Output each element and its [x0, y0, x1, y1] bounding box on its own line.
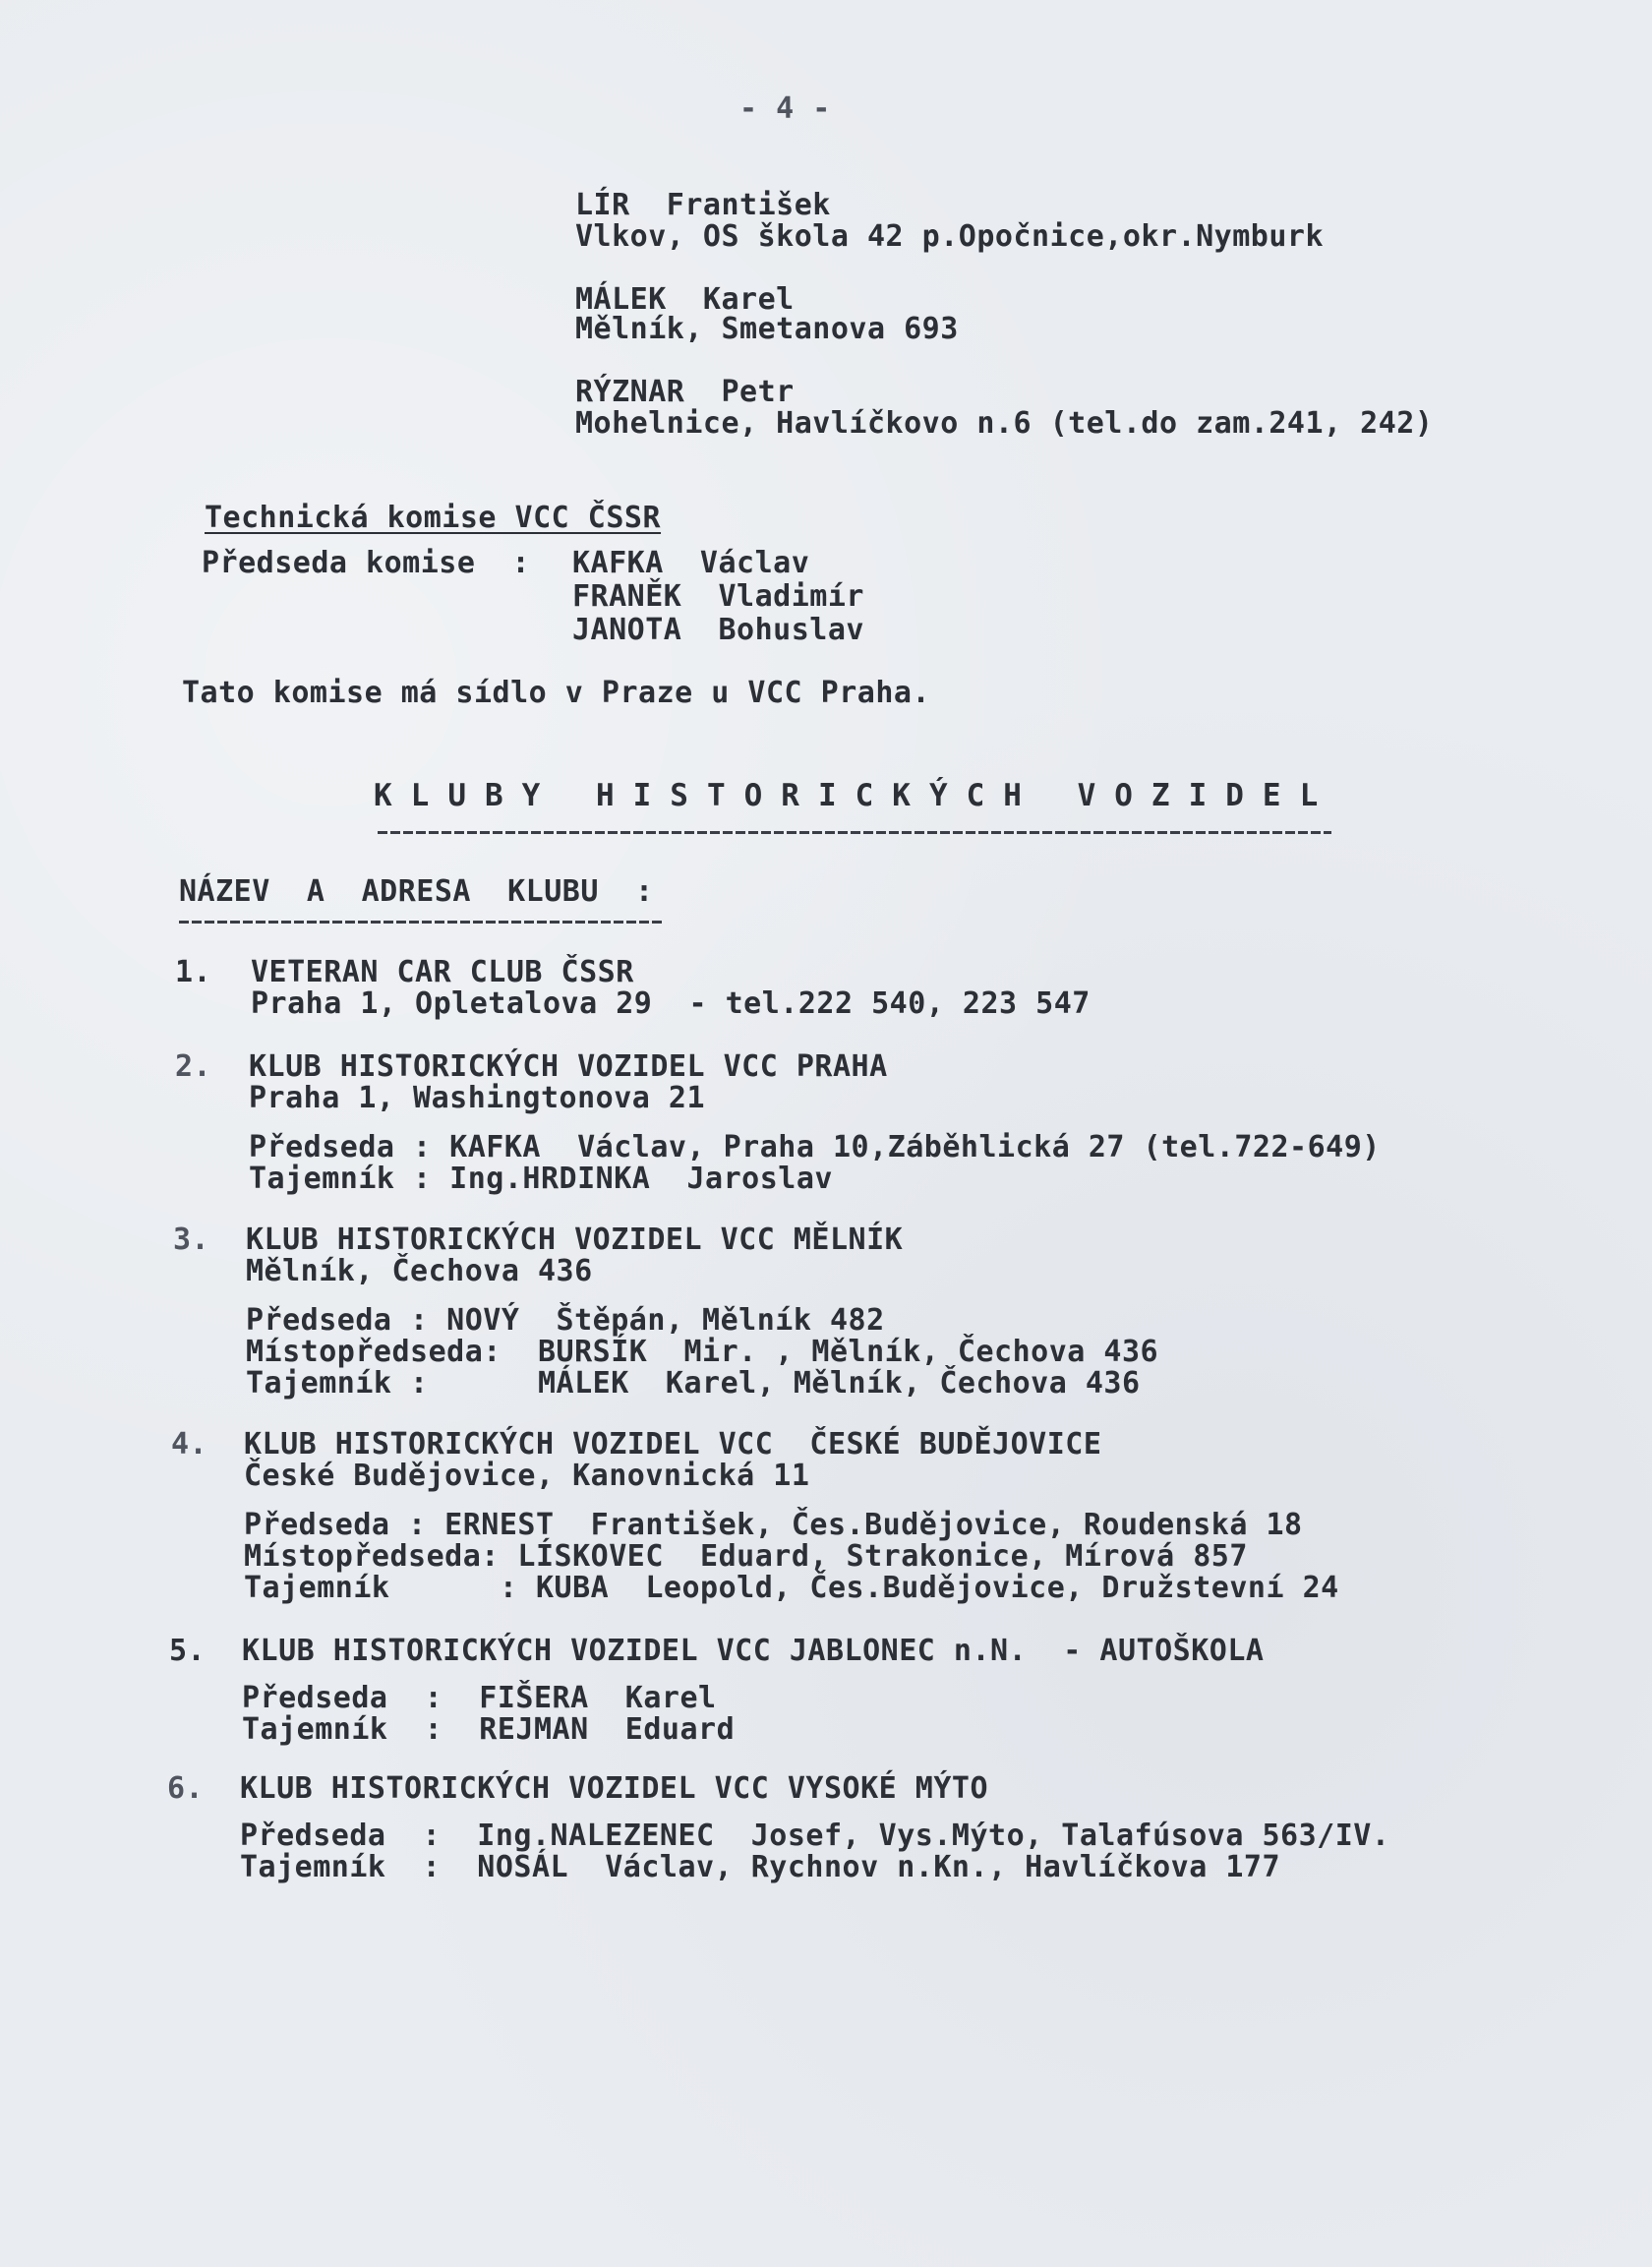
club-officer: Tajemník : Ing.HRDINKA Jaroslav — [249, 1162, 833, 1196]
person-name: LÍR František — [575, 188, 831, 222]
club-address: České Budějovice, Kanovnická 11 — [244, 1459, 810, 1493]
club-name: KLUB HISTORICKÝCH VOZIDEL VCC MĚLNÍK — [246, 1223, 904, 1257]
club-officer: Tajemník : NOSÁL Václav, Rychnov n.Kn., Havlíčkova 177 — [240, 1850, 1281, 1884]
club-name: KLUB HISTORICKÝCH VOZIDEL VCC VYSOKÉ MÝTO — [240, 1771, 989, 1806]
person-address: Vlkov, OS škola 42 p.Opočnice,okr.Nymburk — [575, 219, 1325, 254]
club-number: 4. — [171, 1427, 208, 1462]
list-heading-underline — [179, 921, 663, 924]
club-officer: Předseda : NOVÝ Štěpán, Mělník 482 — [246, 1303, 885, 1338]
commission-member: JANOTA Bohuslav — [572, 613, 864, 647]
club-name: KLUB HISTORICKÝCH VOZIDEL VCC JABLONEC n.N. - AUTOŠKOLA — [242, 1634, 1265, 1668]
section-title: KLUBY HISTORICKÝCH VOZIDEL — [374, 778, 1337, 813]
club-officer: Předseda : KAFKA Václav, Praha 10,Záběhlická 27 (tel.722-649) — [249, 1130, 1381, 1164]
club-name: KLUB HISTORICKÝCH VOZIDEL VCC PRAHA — [249, 1049, 888, 1084]
commission-member: KAFKA Václav — [572, 546, 810, 580]
club-officer: Tajemník : KUBA Leopold, Čes.Budějovice, Družstevní 24 — [244, 1571, 1339, 1605]
person-address: Mohelnice, Havlíčkovo n.6 (tel.do zam.241, 242) — [575, 406, 1434, 441]
club-number: 3. — [173, 1223, 210, 1257]
commission-heading: Technická komise VCC ČSSR — [205, 501, 662, 535]
section-title-underline — [378, 831, 1331, 834]
person-name: MÁLEK Karel — [575, 282, 795, 317]
club-officer: Místopředseda: LÍSKOVEC Eduard, Strakonice, Mírová 857 — [244, 1539, 1248, 1574]
list-heading: NÁZEV A ADRESA KLUBU : — [179, 874, 654, 909]
commission-chair-label: Předseda komise : — [202, 546, 531, 580]
club-officer: Tajemník : REJMAN Eduard — [242, 1712, 736, 1747]
club-number: 6. — [167, 1771, 205, 1806]
club-officer: Předseda : FIŠERA Karel — [242, 1681, 717, 1715]
club-officer: Předseda : ERNEST František, Čes.Budějovice, Roudenská 18 — [244, 1508, 1303, 1542]
club-name: KLUB HISTORICKÝCH VOZIDEL VCC ČESKÉ BUDĚJOVICE — [244, 1427, 1102, 1462]
page-number: - 4 - — [739, 91, 831, 126]
person-name: RÝZNAR Petr — [575, 375, 795, 409]
club-address: Praha 1, Opletalova 29 - tel.222 540, 223 547 — [251, 986, 1091, 1021]
club-address: Praha 1, Washingtonova 21 — [249, 1081, 706, 1115]
club-name: VETERAN CAR CLUB ČSSR — [251, 955, 634, 989]
club-number: 1. — [175, 955, 212, 989]
commission-member: FRANĚK Vladimír — [572, 579, 864, 614]
club-number: 5. — [169, 1634, 206, 1668]
club-officer: Místopředseda: BURSÍK Mir. , Mělník, Čechova 436 — [246, 1335, 1159, 1369]
club-officer: Tajemník : MÁLEK Karel, Mělník, Čechova 436 — [246, 1366, 1141, 1401]
club-officer: Předseda : Ing.NALEZENEC Josef, Vys.Mýto, Talafúsova 563/IV. — [240, 1819, 1390, 1853]
commission-seat-note: Tato komise má sídlo v Praze u VCC Praha. — [182, 676, 931, 710]
person-address: Mělník, Smetanova 693 — [575, 312, 959, 346]
club-address: Mělník, Čechova 436 — [246, 1254, 593, 1288]
club-number: 2. — [175, 1049, 212, 1084]
